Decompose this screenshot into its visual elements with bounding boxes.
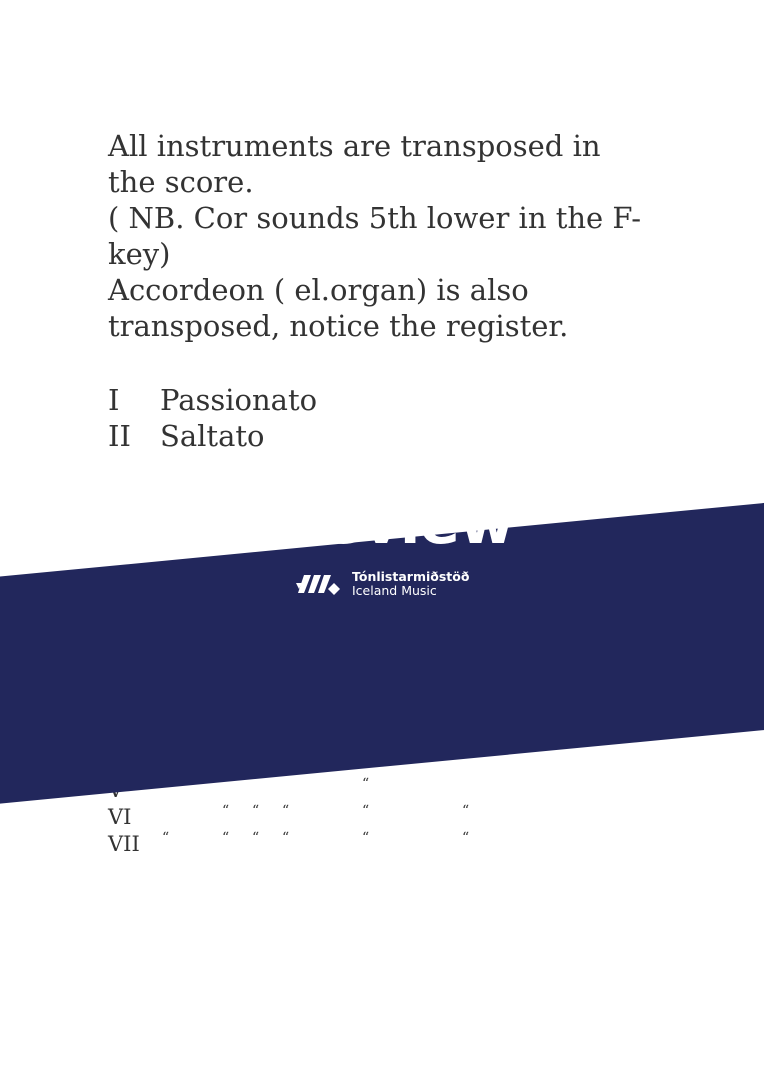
preview-title: Preview xyxy=(250,488,514,558)
instruction-line: ( NB. Cor sounds 5th lower in the F- xyxy=(108,201,642,235)
ditto-mark: “ xyxy=(162,829,170,846)
instruction-line: the score. xyxy=(108,165,254,199)
ditto-mark: “ xyxy=(222,829,230,846)
iceland-music-logo xyxy=(294,569,469,599)
ditto-mark: “ xyxy=(252,802,260,819)
ditto-mark: “ xyxy=(462,829,470,846)
ditto-mark: “ xyxy=(362,802,370,819)
movement-number: II xyxy=(108,419,131,453)
ditto-mark xyxy=(462,770,502,797)
ditto-mark: “ xyxy=(462,802,470,819)
instruction-line: transposed, notice the register. xyxy=(108,309,569,343)
movement-item xyxy=(108,418,317,454)
movement-name: Saltato xyxy=(160,419,265,453)
table-row xyxy=(108,830,502,857)
ditto-mark: “ xyxy=(362,829,370,846)
ditto-mark: “ xyxy=(362,775,370,792)
movement-list xyxy=(108,382,317,454)
instruction-line: All instruments are transposed in xyxy=(108,129,601,163)
logo-text-icelandic: Tónlistarmiðstöð xyxy=(352,569,470,584)
instructions-text xyxy=(108,128,668,344)
ditto-mark: “ xyxy=(252,829,260,846)
iceland-music-logo-icon xyxy=(294,569,346,599)
ditto-mark xyxy=(162,797,222,824)
instruction-line: key) xyxy=(108,237,171,271)
row-number: VII xyxy=(108,831,140,856)
ditto-mark: “ xyxy=(282,829,290,846)
ditto-mark: “ xyxy=(282,802,290,819)
movement-item xyxy=(108,382,317,418)
movement-name: Passionato xyxy=(160,383,318,417)
row-number: VI xyxy=(108,804,132,829)
movement-number: I xyxy=(108,383,120,417)
instruction-line: Accordeon ( el.organ) is also xyxy=(108,273,529,307)
ditto-mark: “ xyxy=(222,802,230,819)
logo-text-english: Iceland Music xyxy=(352,583,437,598)
